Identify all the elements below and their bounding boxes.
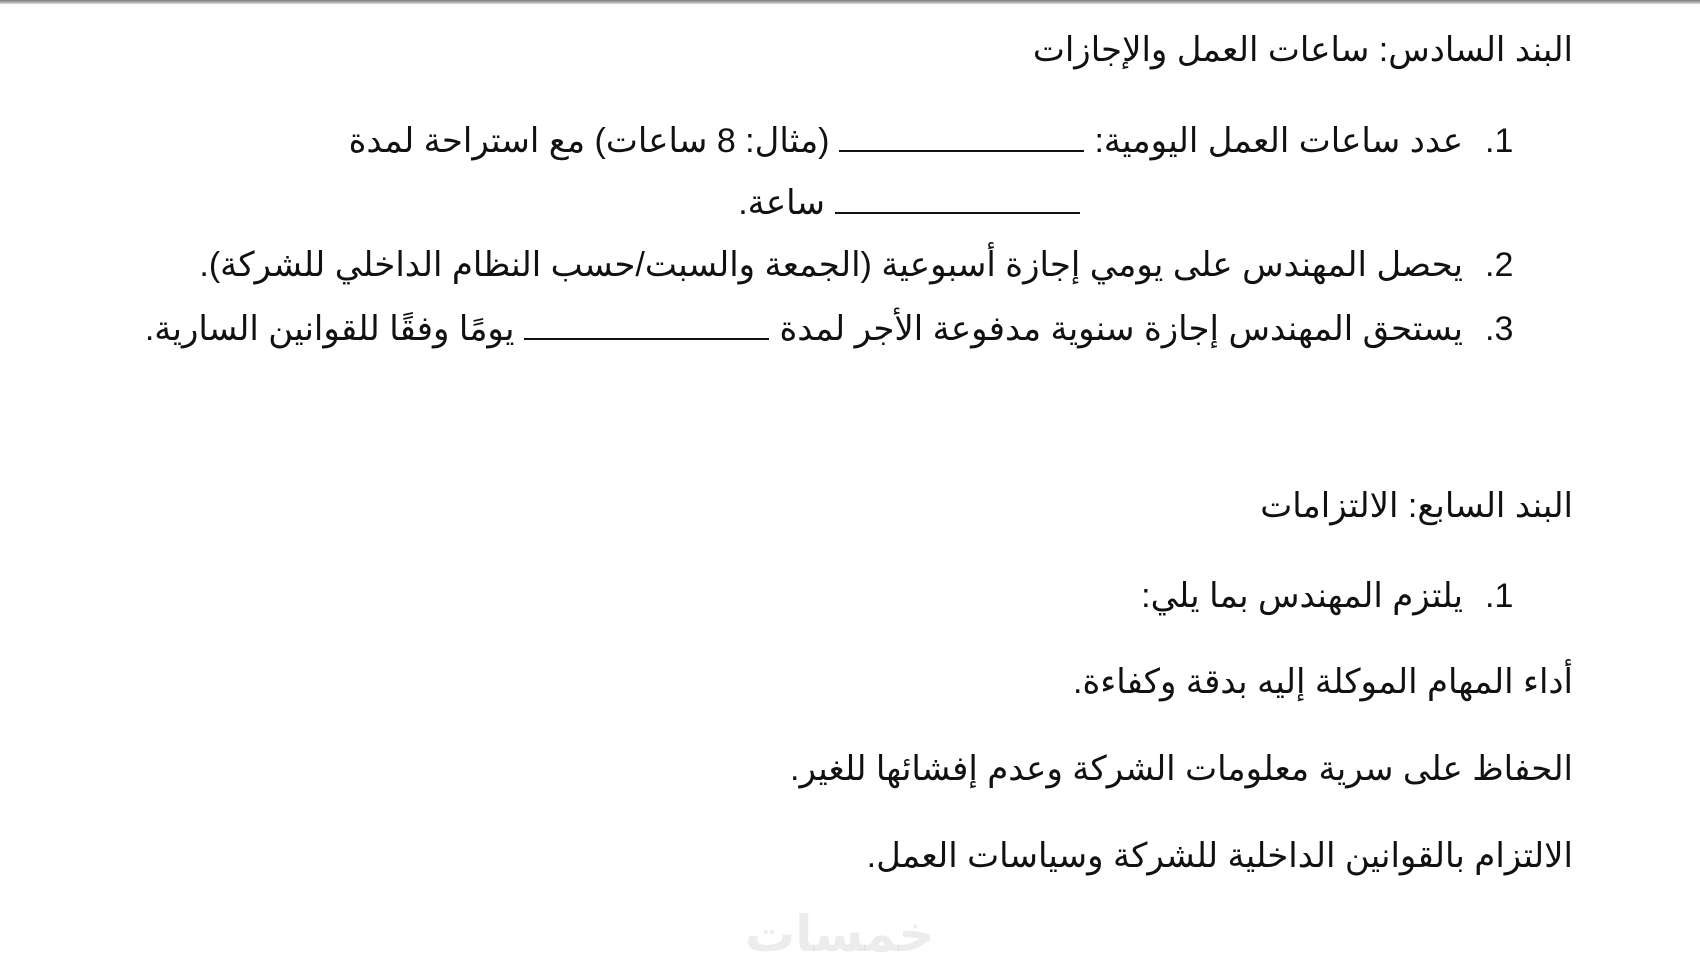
section-6-item-1-continuation bbox=[738, 182, 1080, 223]
section-7-heading: البند السابع: الالتزامات bbox=[1260, 487, 1573, 525]
section-6-item-3 bbox=[145, 308, 1515, 349]
obligation-paragraph-3: الالتزام بالقوانين الداخلية للشركة وسياسات العمل. bbox=[866, 837, 1573, 875]
item-number: 1. bbox=[1485, 577, 1514, 615]
item-number: 1. bbox=[1485, 122, 1514, 160]
blank-field-break-hours[interactable] bbox=[835, 182, 1080, 214]
section-6-item-1 bbox=[349, 120, 1515, 161]
blank-field-daily-hours[interactable] bbox=[839, 120, 1084, 152]
item-text: يحصل المهندس على يومي إجازة أسبوعية (الجمعة والسبت/حسب النظام الداخلي للشركة). bbox=[199, 246, 1463, 284]
item-text-part2: يومًا وفقًا للقوانين السارية. bbox=[144, 310, 515, 348]
obligation-paragraph-1: أداء المهام الموكلة إليه بدقة وكفاءة. bbox=[1073, 663, 1573, 701]
item-text-part2: (مثال: 8 ساعات) مع استراحة لمدة bbox=[348, 122, 830, 160]
item-number: 2. bbox=[1485, 246, 1514, 284]
item-continuation-text: ساعة. bbox=[738, 184, 825, 222]
obligation-paragraph-2: الحفاظ على سرية معلومات الشركة وعدم إفشائها للغير. bbox=[790, 750, 1573, 788]
item-number: 3. bbox=[1485, 310, 1514, 348]
watermark-logo: خمسات bbox=[745, 906, 935, 962]
section-6-item-2 bbox=[199, 245, 1515, 285]
section-6-heading: البند السادس: ساعات العمل والإجازات bbox=[1032, 31, 1573, 69]
item-text-part1: عدد ساعات العمل اليومية: bbox=[1094, 122, 1463, 160]
section-7-item-1 bbox=[1141, 576, 1515, 616]
item-text-part1: يستحق المهندس إجازة سنوية مدفوعة الأجر لمدة bbox=[779, 310, 1463, 348]
blank-field-annual-leave[interactable] bbox=[524, 308, 769, 340]
item-text: يلتزم المهندس بما يلي: bbox=[1141, 577, 1463, 615]
